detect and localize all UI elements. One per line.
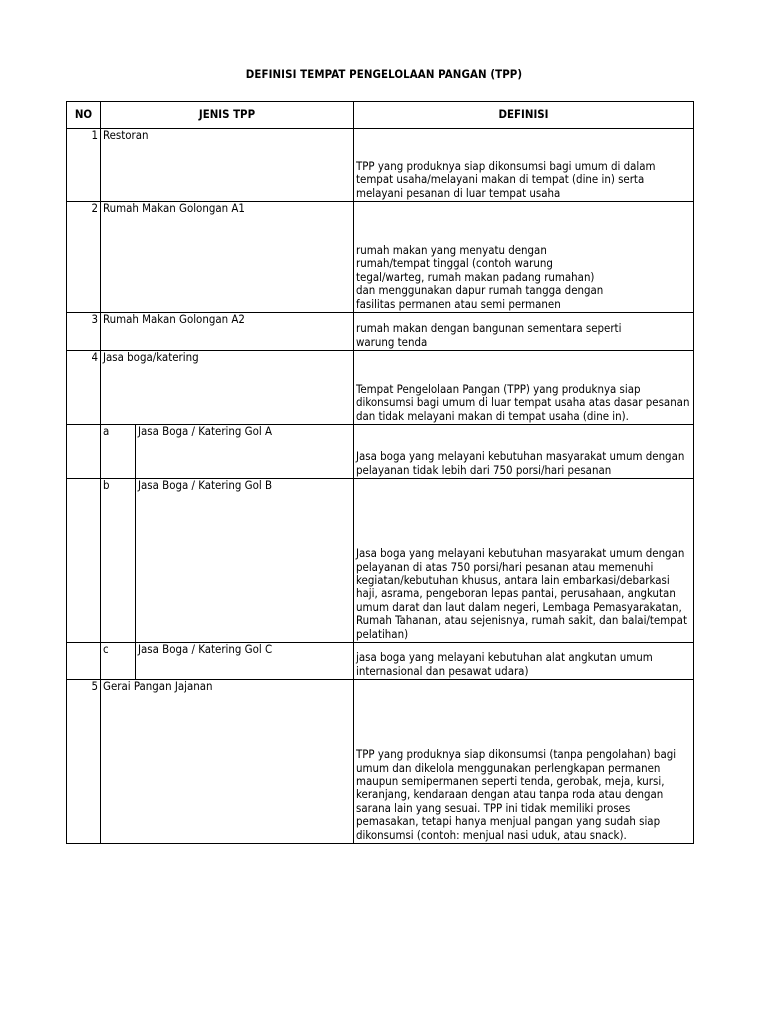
row-jenis: Gerai Pangan Jajanan	[101, 680, 354, 844]
row-number: 4	[67, 351, 101, 425]
table-header-row	[67, 102, 694, 129]
header-jenis-tpp: JENIS TPP	[101, 102, 354, 129]
row-number-empty	[67, 479, 101, 643]
table-row	[67, 680, 694, 844]
row-number-empty	[67, 425, 101, 479]
subrow-jenis: Jasa Boga / Katering Gol A	[136, 425, 354, 479]
subrow-definisi: Jasa boga yang melayani kebutuhan masyarakat umum dengan pelayanan di atas 750 porsi/hari pesanan atau memenuhi kegiatan/kebutuhan khusus, antara lain embarkasi/debarkasi haji, asrama, pengeboran lepas pantai, perusahaan, angkutan umum darat dan laut dalam negeri, Lembaga Pemasyarakatan, Rumah Tahanan, atau sejenisnya, rumah sakit, dan balai/tempat pelatihan)	[354, 479, 694, 643]
row-number-empty	[67, 643, 101, 680]
row-jenis: Jasa boga/katering	[101, 351, 354, 425]
subrow-definisi: jasa boga yang melayani kebutuhan alat angkutan umum internasional dan pesawat udara)	[354, 643, 694, 680]
row-jenis: Restoran	[101, 129, 354, 202]
document-title: DEFINISI TEMPAT PENGELOLAAN PANGAN (TPP)	[245, 67, 523, 81]
row-definisi: rumah makan yang menyatu dengan rumah/tempat tinggal (contoh warung tegal/warteg, rumah makan padang rumahan) dan menggunakan dapur rumah tangga dengan fasilitas permanen atau semi permanen	[354, 202, 694, 313]
subrow-letter: a	[101, 425, 136, 479]
tpp-definition-table	[66, 101, 694, 844]
row-jenis: Rumah Makan Golongan A2	[101, 313, 354, 351]
subrow-letter: c	[101, 643, 136, 680]
row-number: 1	[67, 129, 101, 202]
row-definisi: TPP yang produknya siap dikonsumsi bagi umum di dalam tempat usaha/melayani makan di tempat (dine in) serta melayani pesanan di luar tempat usaha	[354, 129, 694, 202]
table-row	[67, 202, 694, 313]
subrow-letter: b	[101, 479, 136, 643]
row-number: 3	[67, 313, 101, 351]
subrow-definisi: Jasa boga yang melayani kebutuhan masyarakat umum dengan pelayanan tidak lebih dari 750 porsi/hari pesanan	[354, 425, 694, 479]
table-row	[67, 313, 694, 351]
header-definisi: DEFINISI	[354, 102, 694, 129]
header-no: NO	[67, 102, 101, 129]
table-subrow	[67, 479, 694, 643]
row-jenis: Rumah Makan Golongan A1	[101, 202, 354, 313]
row-number: 2	[67, 202, 101, 313]
subrow-jenis: Jasa Boga / Katering Gol B	[136, 479, 354, 643]
row-definisi: TPP yang produknya siap dikonsumsi (tanpa pengolahan) bagi umum dan dikelola menggunakan perlengkapan permanen maupun semipermanen seperti tenda, gerobak, meja, kursi, keranjang, kendaraan dengan atau tanpa roda atau dengan sarana lain yang sesuai. TPP ini tidak memiliki proses pemasakan, tetapi hanya menjual pangan yang sudah siap dikonsumsi (contoh: menjual nasi uduk, atau snack).	[354, 680, 694, 844]
row-definisi: rumah makan dengan bangunan sementara seperti warung tenda	[354, 313, 694, 351]
row-number: 5	[67, 680, 101, 844]
table-subrow	[67, 643, 694, 680]
table-subrow	[67, 425, 694, 479]
table-row	[67, 129, 694, 202]
subrow-jenis: Jasa Boga / Katering Gol C	[136, 643, 354, 680]
row-definisi: Tempat Pengelolaan Pangan (TPP) yang produknya siap dikonsumsi bagi umum di luar tempat usaha atas dasar pesanan dan tidak melayani makan di tempat usaha (dine in).	[354, 351, 694, 425]
table-row	[67, 351, 694, 425]
